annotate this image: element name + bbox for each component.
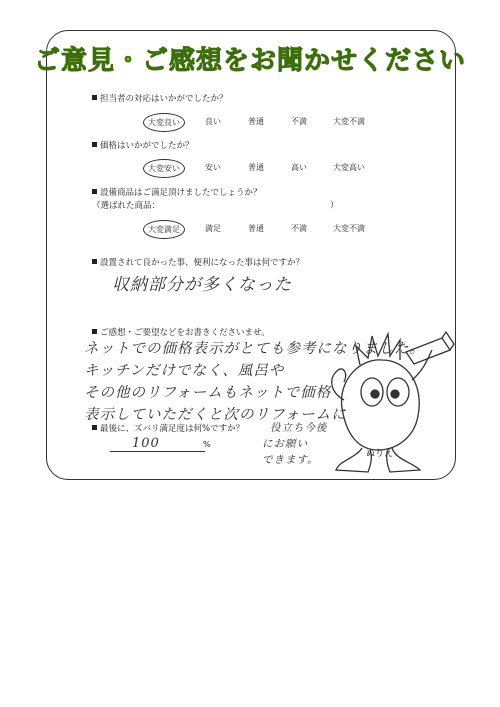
comment-side-3: できます。 bbox=[262, 454, 319, 466]
question-product-text: 設備商品はご満足頂けましたでしょうか？ bbox=[100, 188, 262, 198]
question-satisfaction-text: 最後に、ズバリ満足度は何%ですか？ bbox=[100, 424, 245, 434]
question-comments-text: ご感想・ご要望などをお書きくださいませ。 bbox=[100, 328, 270, 338]
question-price bbox=[92, 139, 194, 151]
product-line bbox=[92, 199, 160, 211]
question-satisfaction bbox=[92, 422, 244, 434]
question-product bbox=[92, 186, 262, 198]
survey-title: ご意見・ご感想をお聞かせください bbox=[33, 46, 466, 76]
comment-side-1: 役立ち今後 bbox=[270, 422, 328, 434]
q3-option[interactable]: 満足 bbox=[205, 224, 221, 233]
q2-option[interactable]: 安い bbox=[205, 163, 221, 172]
comment-line-3: その他のリフォームもネットで価格 bbox=[84, 385, 332, 401]
question-price-text: 価格はいかがでしたか？ bbox=[100, 141, 194, 151]
q1-option-selected[interactable]: 大変良い bbox=[143, 113, 185, 132]
q2-option-selected[interactable]: 大変安い bbox=[143, 159, 185, 178]
satisfaction-underline bbox=[110, 451, 205, 452]
question-staff bbox=[92, 92, 228, 104]
q1-option[interactable]: 不満 bbox=[291, 117, 307, 126]
question-benefit bbox=[92, 256, 304, 268]
comment-line-1: ネットでの価格表示がとても参考になりました。 bbox=[84, 341, 425, 357]
q3-option-selected[interactable]: 大変満足 bbox=[143, 220, 185, 239]
q2-option[interactable]: 高い bbox=[291, 163, 307, 172]
q1-option[interactable]: 大変不満 bbox=[333, 117, 365, 126]
question-benefit-text: 設置されて良かった事、便利になった事は何ですか？ bbox=[100, 258, 305, 268]
q1-option[interactable]: 良い bbox=[205, 117, 221, 126]
mascot-caption: ぬりえ bbox=[366, 449, 394, 459]
q3-option[interactable]: 大変不満 bbox=[333, 224, 365, 233]
benefit-answer: 収納部分が多くなった bbox=[112, 275, 292, 295]
q3-option[interactable]: 普通 bbox=[248, 224, 264, 233]
q2-option[interactable]: 大変高い bbox=[333, 163, 365, 172]
q3-option[interactable]: 不満 bbox=[291, 224, 307, 233]
q1-option[interactable]: 普通 bbox=[248, 117, 264, 126]
question-staff-text: 担当者の対応はいかがでしたか？ bbox=[100, 94, 228, 104]
satisfaction-unit: % bbox=[203, 440, 211, 449]
q2-option[interactable]: 普通 bbox=[248, 163, 264, 172]
comment-line-4: 表示していただくと次のリフォームに bbox=[84, 407, 347, 423]
comment-side-2: にお願い bbox=[262, 438, 308, 450]
satisfaction-answer: 100 bbox=[132, 436, 160, 451]
product-line-open: （選ばれた商品： bbox=[92, 201, 161, 211]
comment-line-2: キッチンだけでなく、風呂や bbox=[84, 363, 285, 379]
product-line-close: ） bbox=[330, 201, 339, 211]
